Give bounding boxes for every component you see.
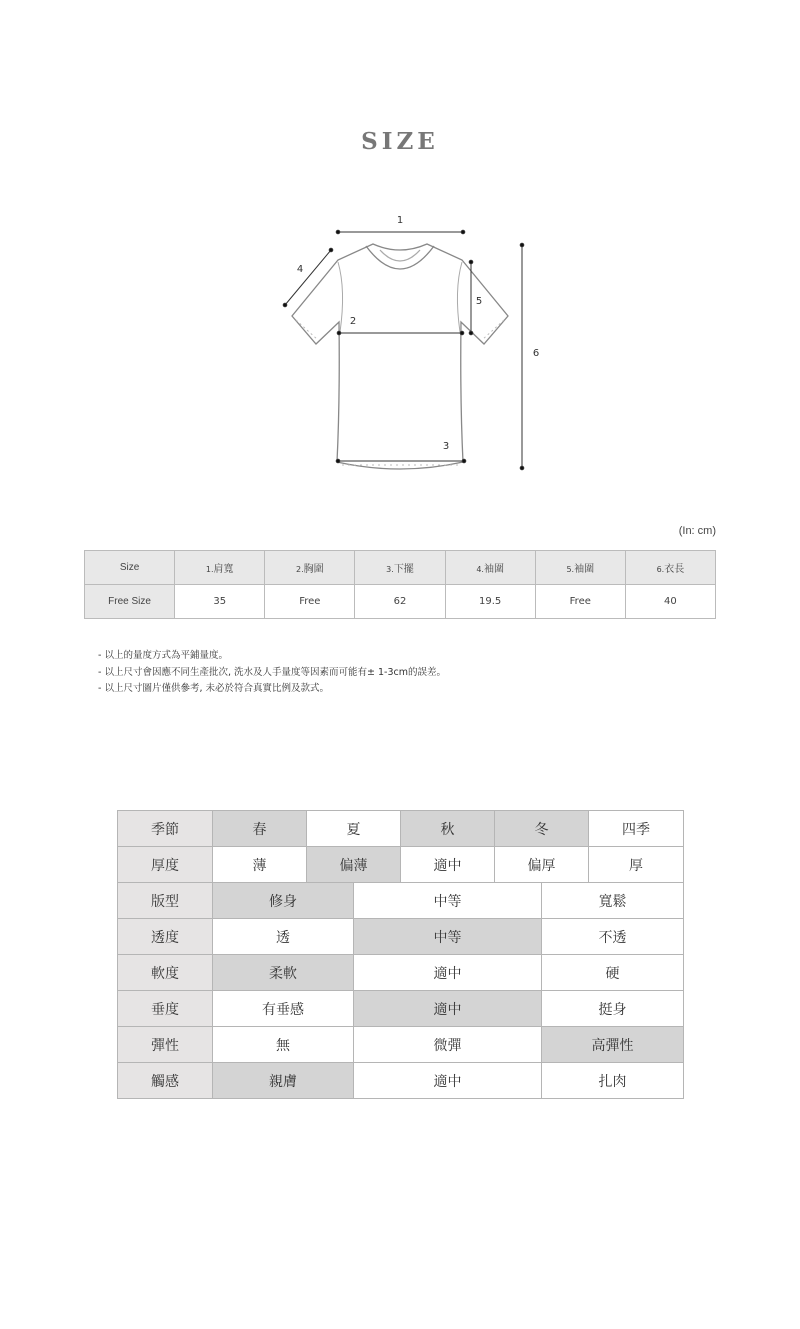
size-header-cell: Size: [85, 551, 175, 585]
fabric-option: 挺身: [541, 990, 684, 1027]
fabric-option: 四季: [588, 810, 684, 847]
size-table-row: [85, 585, 716, 619]
fabric-option-selected: 偏薄: [306, 846, 401, 883]
header-text: 衣長: [664, 564, 685, 575]
size-header-cell: [355, 551, 445, 585]
fabric-option-selected: 秋: [400, 810, 495, 847]
fabric-option: 厚: [588, 846, 684, 883]
fabric-row-label: 觸感: [117, 1062, 213, 1099]
size-cell: 40: [625, 585, 715, 619]
tshirt-measurement-diagram: [270, 205, 540, 485]
size-header-cell: [625, 551, 715, 585]
fabric-option: 不透: [541, 918, 684, 955]
fabric-option-selected: 冬: [494, 810, 589, 847]
measure-label-2: 2: [349, 316, 357, 327]
fabric-row-label: 軟度: [117, 954, 213, 991]
measure-label-1: 1: [396, 215, 404, 226]
measurement-notes: [98, 648, 446, 698]
header-number: 6.: [656, 565, 665, 574]
fabric-option: 中等: [353, 882, 542, 919]
fabric-option: 適中: [353, 954, 542, 991]
fabric-option-selected: 中等: [353, 918, 542, 955]
fabric-option-selected: 親膚: [212, 1062, 354, 1099]
fabric-row-label: 版型: [117, 882, 213, 919]
fabric-row-label: 透度: [117, 918, 213, 955]
note-line: - 以上尺寸會因應不同生產批次, 洗水及人手量度等因素而可能有± 1-3cm的誤差。: [98, 666, 446, 678]
fabric-option-selected: 高彈性: [541, 1026, 684, 1063]
fabric-option: 扎肉: [541, 1062, 684, 1099]
fabric-option: 適中: [353, 1062, 542, 1099]
size-table-header-row: [85, 551, 716, 585]
size-table: [84, 550, 716, 619]
fabric-option: 偏厚: [494, 846, 589, 883]
size-header-cell: [445, 551, 535, 585]
fabric-option-selected: 適中: [353, 990, 542, 1027]
size-cell: 35: [175, 585, 265, 619]
header-text: 胸圍: [303, 564, 324, 575]
fabric-row-label: 厚度: [117, 846, 213, 883]
fabric-row-label: 季節: [117, 810, 213, 847]
fabric-option: 硬: [541, 954, 684, 991]
note-line: - 以上尺寸圖片僅供參考, 未必於符合真實比例及款式。: [98, 683, 329, 694]
header-text: 袖圍: [483, 564, 504, 575]
size-title: SIZE: [361, 128, 439, 155]
header-text: 下擺: [393, 564, 414, 575]
fabric-row-label: 垂度: [117, 990, 213, 1027]
measure-label-6: 6: [532, 348, 540, 359]
fabric-option: 適中: [400, 846, 495, 883]
header-number: 4.: [476, 565, 484, 574]
header-number: 2.: [296, 565, 304, 574]
tshirt-outline-icon: [292, 244, 508, 469]
measure-label-5: 5: [475, 296, 483, 307]
size-cell: Free: [535, 585, 625, 619]
fabric-option: 有垂感: [212, 990, 354, 1027]
size-cell: 62: [355, 585, 445, 619]
fabric-properties-table: [117, 810, 683, 1099]
fabric-option-selected: 春: [212, 810, 307, 847]
fabric-option-selected: 柔軟: [212, 954, 354, 991]
fabric-option: 寬鬆: [541, 882, 684, 919]
fabric-option: 夏: [306, 810, 401, 847]
size-header-cell: [535, 551, 625, 585]
fabric-option-selected: 修身: [212, 882, 354, 919]
note-line: - 以上的量度方式為平鋪量度。: [98, 650, 228, 661]
fabric-option: 微彈: [353, 1026, 542, 1063]
header-text: 袖圍: [574, 564, 595, 575]
measure-label-4: 4: [296, 264, 304, 275]
header-number: 1.: [205, 565, 214, 574]
size-header-cell: [265, 551, 355, 585]
fabric-option: 透: [212, 918, 354, 955]
header-number: 3.: [386, 565, 394, 574]
size-cell: Free: [265, 585, 355, 619]
measure-label-3: 3: [442, 441, 450, 452]
size-cell: Free Size: [85, 585, 175, 619]
fabric-option: 薄: [212, 846, 307, 883]
unit-label: (In: cm): [678, 525, 716, 537]
fabric-option: 無: [212, 1026, 354, 1063]
header-text: 肩寬: [213, 564, 234, 575]
size-header-cell: [175, 551, 265, 585]
header-number: 5.: [566, 565, 575, 574]
fabric-row-label: 彈性: [117, 1026, 213, 1063]
size-cell: 19.5: [445, 585, 535, 619]
